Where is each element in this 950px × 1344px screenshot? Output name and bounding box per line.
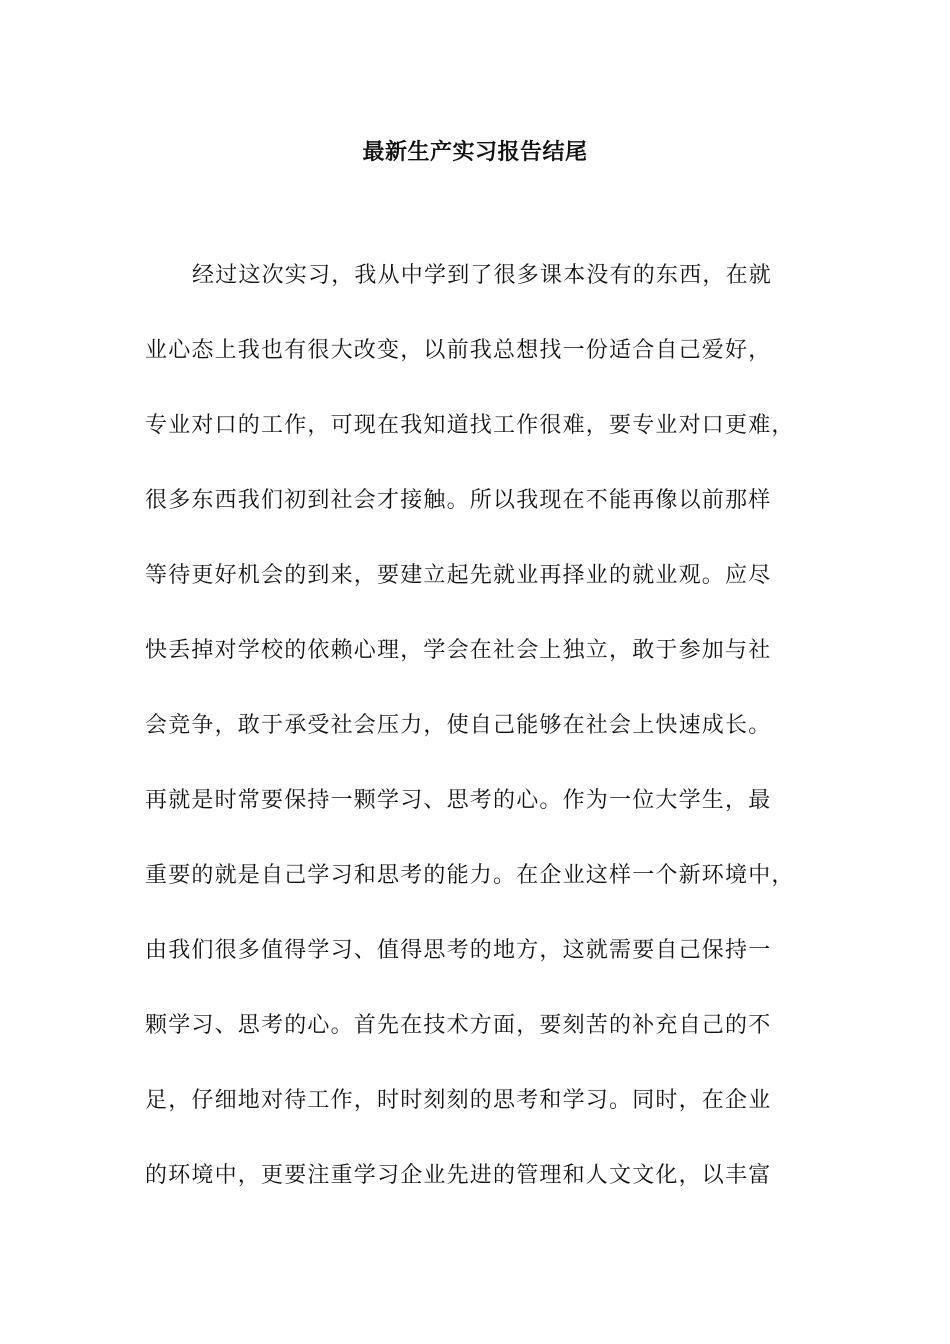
body-line: 等待更好机会的到来，要建立起先就业再择业的就业观。应尽: [145, 563, 772, 588]
document-title: 最新生产实习报告结尾: [362, 139, 588, 165]
body-line: 足，仔细地对待工作，时时刻刻的思考和学习。同时，在企业: [145, 1088, 772, 1113]
body-line: 的环境中，更要注重学习企业先进的管理和人文文化，以丰富: [145, 1163, 772, 1188]
body-line: 重要的就是自己学习和思考的能力。在企业这样一个新环境中，: [145, 863, 795, 888]
body-line: 再就是时常要保持一颗学习、思考的心。作为一位大学生，最: [145, 788, 772, 813]
body-line: 专业对口的工作，可现在我知道找工作很难，要专业对口更难，: [145, 413, 795, 438]
body-line: 快丢掉对学校的依赖心理，学会在社会上独立，敢于参加与社: [145, 638, 772, 663]
body-line: 很多东西我们初到社会才接触。所以我现在不能再像以前那样: [145, 488, 772, 513]
body-line: 会竞争，敢于承受社会压力，使自己能够在社会上快速成长。: [145, 713, 772, 738]
body-line: 经过这次实习，我从中学到了很多课本没有的东西，在就: [192, 263, 773, 288]
body-line: 由我们很多值得学习、值得思考的地方，这就需要自己保持一: [145, 938, 772, 963]
body-line: 业心态上我也有很大改变，以前我总想找一份适合自己爱好，: [145, 338, 772, 363]
body-line: 颗学习、思考的心。首先在技术方面，要刻苦的补充自己的不: [145, 1013, 772, 1038]
document-body: [145, 253, 835, 1228]
